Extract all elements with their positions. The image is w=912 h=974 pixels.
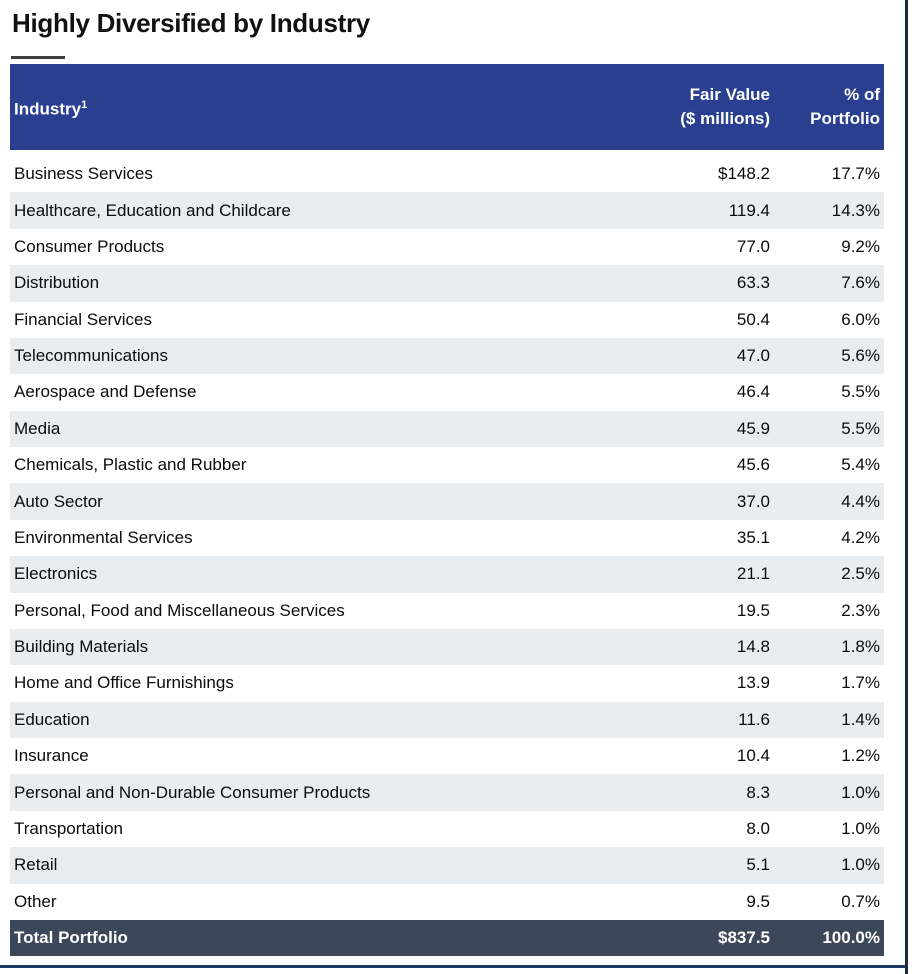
fair-value-cell: 14.8 bbox=[736, 637, 770, 657]
percent-cell: 5.5% bbox=[841, 382, 880, 402]
industry-cell: Auto Sector bbox=[14, 491, 103, 511]
fair-value-cell: 119.4 bbox=[728, 200, 770, 220]
table-row bbox=[10, 774, 884, 810]
fair-value-cell: 8.3 bbox=[746, 782, 770, 802]
industry-cell: Electronics bbox=[14, 564, 98, 584]
industry-cell: Insurance bbox=[14, 746, 89, 766]
right-border-line bbox=[905, 0, 908, 974]
industry-cell: Environmental Services bbox=[14, 527, 193, 547]
table-row bbox=[10, 302, 884, 338]
header-fair-value-line2: ($ millions) bbox=[680, 109, 770, 128]
total-fair-value: $837.5 bbox=[718, 927, 770, 947]
percent-cell: 2.5% bbox=[841, 564, 880, 584]
industry-cell: Retail bbox=[14, 855, 58, 875]
fair-value-cell: 37.0 bbox=[736, 491, 770, 511]
table-row bbox=[10, 811, 884, 847]
percent-cell: 1.4% bbox=[841, 709, 880, 729]
fair-value-cell: 47.0 bbox=[736, 346, 770, 366]
table-row bbox=[10, 338, 884, 374]
table-row bbox=[10, 156, 884, 192]
fair-value-cell: 35.1 bbox=[736, 527, 770, 547]
page-title: Highly Diversified by Industry bbox=[12, 8, 370, 38]
industry-cell: Aerospace and Defense bbox=[14, 382, 197, 402]
table-row bbox=[10, 884, 884, 920]
header-percent-line2: Portfolio bbox=[810, 109, 880, 128]
percent-cell: 4.2% bbox=[841, 527, 880, 547]
table-row bbox=[10, 847, 884, 883]
industry-cell: Other bbox=[14, 891, 57, 911]
table-row bbox=[10, 192, 884, 228]
fair-value-cell: 9.5 bbox=[746, 891, 770, 911]
percent-cell: 0.7% bbox=[841, 891, 880, 911]
fair-value-cell: 19.5 bbox=[736, 600, 770, 620]
fair-value-cell: $148.2 bbox=[718, 164, 770, 184]
table-row bbox=[10, 374, 884, 410]
fair-value-cell: 46.4 bbox=[736, 382, 770, 402]
percent-cell: 1.0% bbox=[841, 855, 880, 875]
table-body bbox=[10, 156, 884, 920]
fair-value-cell: 13.9 bbox=[736, 673, 770, 693]
header-percent-line1: % of bbox=[844, 85, 880, 104]
percent-cell: 7.6% bbox=[841, 273, 880, 293]
table-row bbox=[10, 702, 884, 738]
fair-value-cell: 5.1 bbox=[746, 855, 770, 875]
fair-value-cell: 63.3 bbox=[736, 273, 770, 293]
header-industry-label: Industry bbox=[14, 99, 82, 119]
industry-cell: Business Services bbox=[14, 164, 153, 184]
industry-cell: Building Materials bbox=[14, 637, 149, 657]
header-percent bbox=[770, 83, 884, 131]
table-row bbox=[10, 483, 884, 519]
percent-cell: 1.0% bbox=[841, 782, 880, 802]
percent-cell: 1.8% bbox=[841, 637, 880, 657]
industry-cell: Telecommunications bbox=[14, 346, 169, 366]
table-row bbox=[10, 447, 884, 483]
fair-value-cell: 50.4 bbox=[736, 309, 770, 329]
table-row bbox=[10, 229, 884, 265]
table-row bbox=[10, 665, 884, 701]
percent-cell: 5.6% bbox=[841, 346, 880, 366]
fair-value-cell: 45.9 bbox=[736, 418, 770, 438]
fair-value-cell: 10.4 bbox=[736, 746, 770, 766]
percent-cell: 4.4% bbox=[841, 491, 880, 511]
industry-table bbox=[10, 64, 884, 956]
industry-cell: Transportation bbox=[14, 818, 123, 838]
industry-cell: Media bbox=[14, 418, 61, 438]
bottom-border-line bbox=[0, 965, 908, 968]
percent-cell: 1.0% bbox=[841, 818, 880, 838]
fair-value-cell: 21.1 bbox=[736, 564, 770, 584]
fair-value-cell: 11.6 bbox=[738, 709, 770, 729]
percent-cell: 1.7% bbox=[841, 673, 880, 693]
table-row bbox=[10, 556, 884, 592]
table-row bbox=[10, 411, 884, 447]
percent-cell: 5.4% bbox=[841, 455, 880, 475]
header-fair-value-line1: Fair Value bbox=[689, 85, 770, 104]
table-row bbox=[10, 738, 884, 774]
fair-value-cell: 8.0 bbox=[746, 818, 770, 838]
total-label: Total Portfolio bbox=[14, 927, 128, 947]
industry-cell: Consumer Products bbox=[14, 236, 165, 256]
header-industry-footnote-marker: 1 bbox=[81, 98, 88, 111]
industry-cell: Chemicals, Plastic and Rubber bbox=[14, 455, 247, 475]
percent-cell: 17.7% bbox=[831, 164, 880, 184]
industry-cell: Personal and Non-Durable Consumer Products bbox=[14, 782, 371, 802]
percent-cell: 5.5% bbox=[841, 418, 880, 438]
percent-cell: 1.2% bbox=[841, 746, 880, 766]
table-row bbox=[10, 265, 884, 301]
header-fair-value bbox=[620, 83, 770, 131]
industry-cell: Education bbox=[14, 709, 90, 729]
percent-cell: 6.0% bbox=[841, 309, 880, 329]
total-row bbox=[10, 920, 884, 956]
table-row bbox=[10, 520, 884, 556]
total-percent: 100.0% bbox=[822, 927, 880, 947]
industry-cell: Personal, Food and Miscellaneous Services bbox=[14, 600, 345, 620]
table-row bbox=[10, 629, 884, 665]
percent-cell: 9.2% bbox=[841, 236, 880, 256]
table-header-row bbox=[10, 64, 884, 150]
title-underline bbox=[11, 56, 65, 59]
industry-cell: Healthcare, Education and Childcare bbox=[14, 200, 291, 220]
percent-cell: 2.3% bbox=[841, 600, 880, 620]
fair-value-cell: 77.0 bbox=[736, 236, 770, 256]
percent-cell: 14.3% bbox=[831, 200, 880, 220]
industry-cell: Distribution bbox=[14, 273, 100, 293]
header-industry bbox=[10, 93, 620, 122]
industry-cell: Financial Services bbox=[14, 309, 152, 329]
fair-value-cell: 45.6 bbox=[736, 455, 770, 475]
table-row bbox=[10, 593, 884, 629]
industry-cell: Home and Office Furnishings bbox=[14, 673, 234, 693]
